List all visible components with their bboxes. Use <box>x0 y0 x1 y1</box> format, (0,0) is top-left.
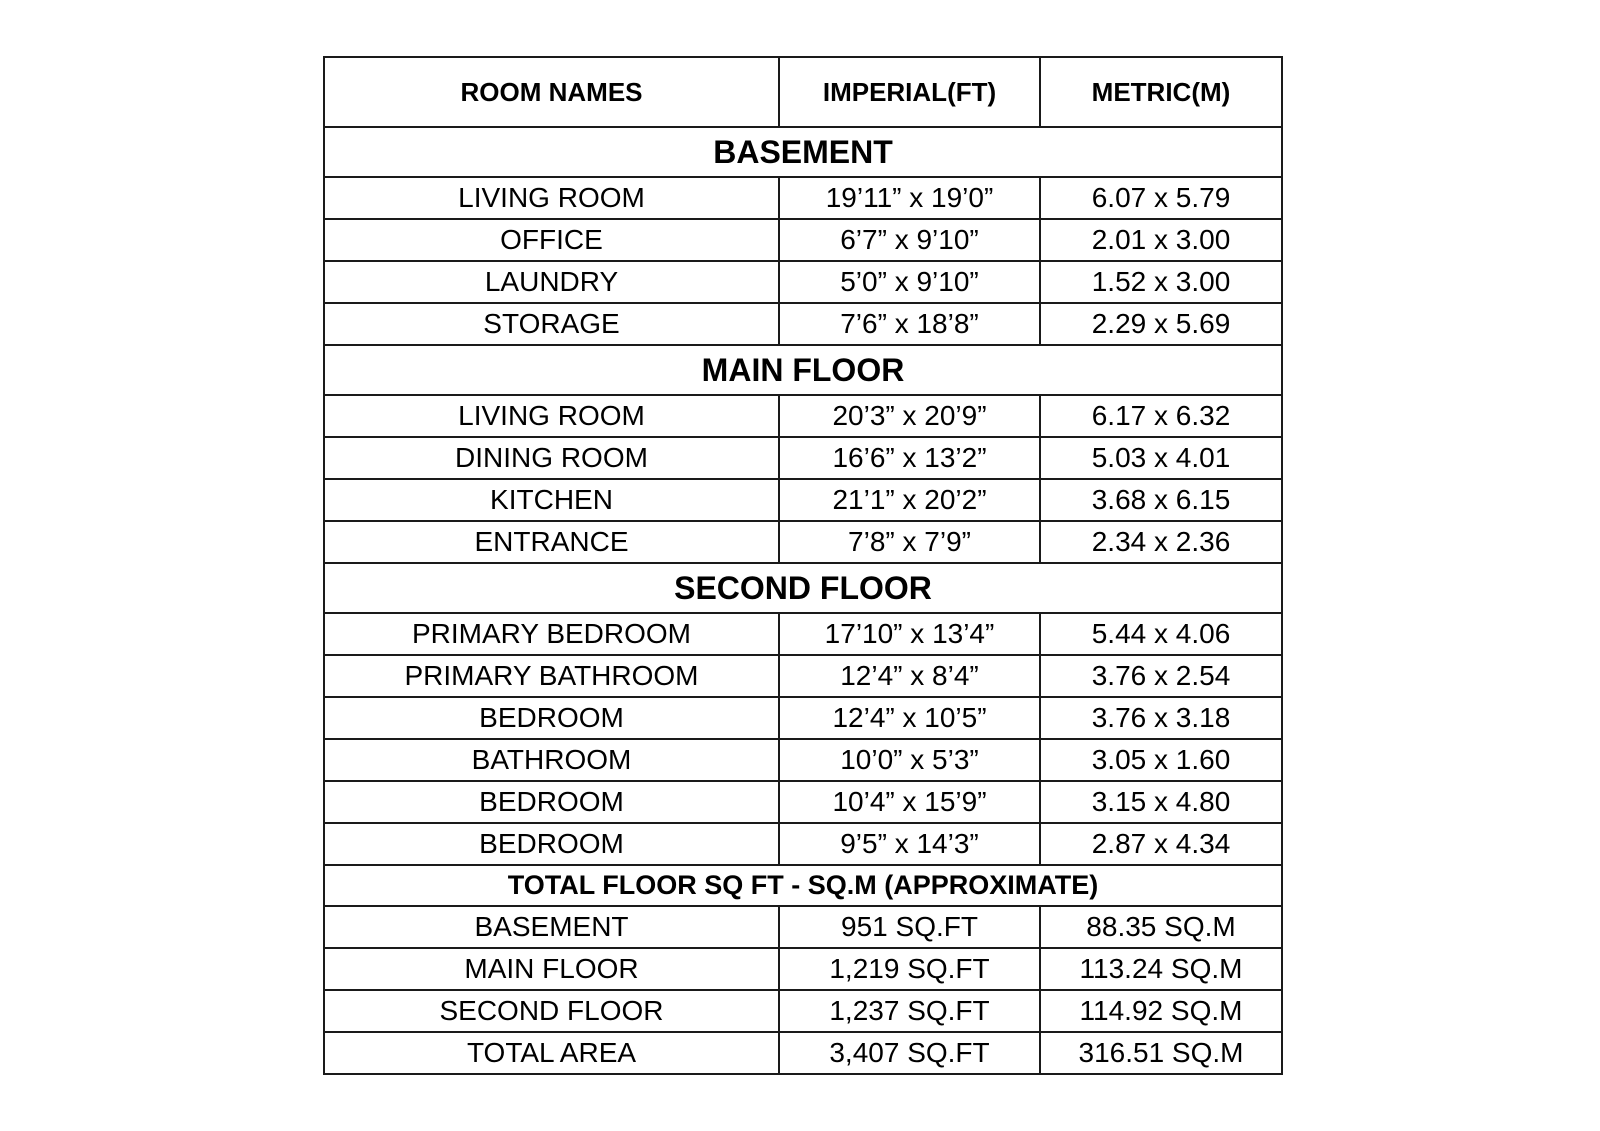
room-row <box>324 219 1282 261</box>
room-dimensions-table <box>323 56 1283 1075</box>
section-title: MAIN FLOOR <box>324 345 1282 395</box>
room-name-cell: BASEMENT <box>324 906 779 948</box>
metric-dimensions-cell: 3.05 x 1.60 <box>1040 739 1282 781</box>
room-row <box>324 437 1282 479</box>
imperial-dimensions-cell: 10’4” x 15’9” <box>779 781 1040 823</box>
imperial-dimensions-cell: 12’4” x 8’4” <box>779 655 1040 697</box>
imperial-dimensions-cell: 5’0” x 9’10” <box>779 261 1040 303</box>
room-row <box>324 177 1282 219</box>
room-name-cell: STORAGE <box>324 303 779 345</box>
imperial-dimensions-cell: 21’1” x 20’2” <box>779 479 1040 521</box>
room-name-cell: PRIMARY BEDROOM <box>324 613 779 655</box>
room-name-cell: BEDROOM <box>324 697 779 739</box>
header-room-names: ROOM NAMES <box>324 57 779 127</box>
imperial-dimensions-cell: 3,407 SQ.FT <box>779 1032 1040 1074</box>
imperial-dimensions-cell: 1,219 SQ.FT <box>779 948 1040 990</box>
metric-dimensions-cell: 114.92 SQ.M <box>1040 990 1282 1032</box>
section-header-row <box>324 345 1282 395</box>
imperial-dimensions-cell: 19’11” x 19’0” <box>779 177 1040 219</box>
room-name-cell: DINING ROOM <box>324 437 779 479</box>
room-row <box>324 823 1282 865</box>
imperial-dimensions-cell: 6’7” x 9’10” <box>779 219 1040 261</box>
imperial-dimensions-cell: 7’6” x 18’8” <box>779 303 1040 345</box>
imperial-dimensions-cell: 16’6” x 13’2” <box>779 437 1040 479</box>
room-name-cell: PRIMARY BATHROOM <box>324 655 779 697</box>
room-name-cell: BATHROOM <box>324 739 779 781</box>
room-name-cell: SECOND FLOOR <box>324 990 779 1032</box>
table-body <box>324 57 1282 1074</box>
room-row <box>324 521 1282 563</box>
imperial-dimensions-cell: 20’3” x 20’9” <box>779 395 1040 437</box>
imperial-dimensions-cell: 951 SQ.FT <box>779 906 1040 948</box>
room-name-cell: TOTAL AREA <box>324 1032 779 1074</box>
room-row <box>324 613 1282 655</box>
metric-dimensions-cell: 88.35 SQ.M <box>1040 906 1282 948</box>
room-row <box>324 261 1282 303</box>
room-name-cell: BEDROOM <box>324 823 779 865</box>
metric-dimensions-cell: 3.15 x 4.80 <box>1040 781 1282 823</box>
room-row <box>324 655 1282 697</box>
metric-dimensions-cell: 2.01 x 3.00 <box>1040 219 1282 261</box>
room-name-cell: MAIN FLOOR <box>324 948 779 990</box>
metric-dimensions-cell: 2.34 x 2.36 <box>1040 521 1282 563</box>
imperial-dimensions-cell: 12’4” x 10’5” <box>779 697 1040 739</box>
room-name-cell: LIVING ROOM <box>324 395 779 437</box>
totals-header-row <box>324 865 1282 906</box>
metric-dimensions-cell: 3.76 x 3.18 <box>1040 697 1282 739</box>
room-name-cell: LIVING ROOM <box>324 177 779 219</box>
total-area-row <box>324 1032 1282 1074</box>
metric-dimensions-cell: 5.03 x 4.01 <box>1040 437 1282 479</box>
room-row <box>324 479 1282 521</box>
imperial-dimensions-cell: 9’5” x 14’3” <box>779 823 1040 865</box>
section-title: BASEMENT <box>324 127 1282 177</box>
room-name-cell: ENTRANCE <box>324 521 779 563</box>
metric-dimensions-cell: 5.44 x 4.06 <box>1040 613 1282 655</box>
header-imperial: IMPERIAL(FT) <box>779 57 1040 127</box>
totals-title: TOTAL FLOOR SQ FT - SQ.M (APPROXIMATE) <box>324 865 1282 906</box>
metric-dimensions-cell: 2.87 x 4.34 <box>1040 823 1282 865</box>
imperial-dimensions-cell: 1,237 SQ.FT <box>779 990 1040 1032</box>
imperial-dimensions-cell: 10’0” x 5’3” <box>779 739 1040 781</box>
room-name-cell: LAUNDRY <box>324 261 779 303</box>
room-name-cell: BEDROOM <box>324 781 779 823</box>
imperial-dimensions-cell: 7’8” x 7’9” <box>779 521 1040 563</box>
room-row <box>324 303 1282 345</box>
room-name-cell: OFFICE <box>324 219 779 261</box>
metric-dimensions-cell: 113.24 SQ.M <box>1040 948 1282 990</box>
room-row <box>324 781 1282 823</box>
metric-dimensions-cell: 6.17 x 6.32 <box>1040 395 1282 437</box>
room-row <box>324 395 1282 437</box>
room-row <box>324 697 1282 739</box>
section-header-row <box>324 127 1282 177</box>
metric-dimensions-cell: 2.29 x 5.69 <box>1040 303 1282 345</box>
header-metric: METRIC(M) <box>1040 57 1282 127</box>
metric-dimensions-cell: 6.07 x 5.79 <box>1040 177 1282 219</box>
room-row <box>324 739 1282 781</box>
section-title: SECOND FLOOR <box>324 563 1282 613</box>
metric-dimensions-cell: 1.52 x 3.00 <box>1040 261 1282 303</box>
metric-dimensions-cell: 3.76 x 2.54 <box>1040 655 1282 697</box>
imperial-dimensions-cell: 17’10” x 13’4” <box>779 613 1040 655</box>
header-row <box>324 57 1282 127</box>
total-area-row <box>324 948 1282 990</box>
metric-dimensions-cell: 3.68 x 6.15 <box>1040 479 1282 521</box>
total-area-row <box>324 990 1282 1032</box>
room-name-cell: KITCHEN <box>324 479 779 521</box>
metric-dimensions-cell: 316.51 SQ.M <box>1040 1032 1282 1074</box>
total-area-row <box>324 906 1282 948</box>
section-header-row <box>324 563 1282 613</box>
